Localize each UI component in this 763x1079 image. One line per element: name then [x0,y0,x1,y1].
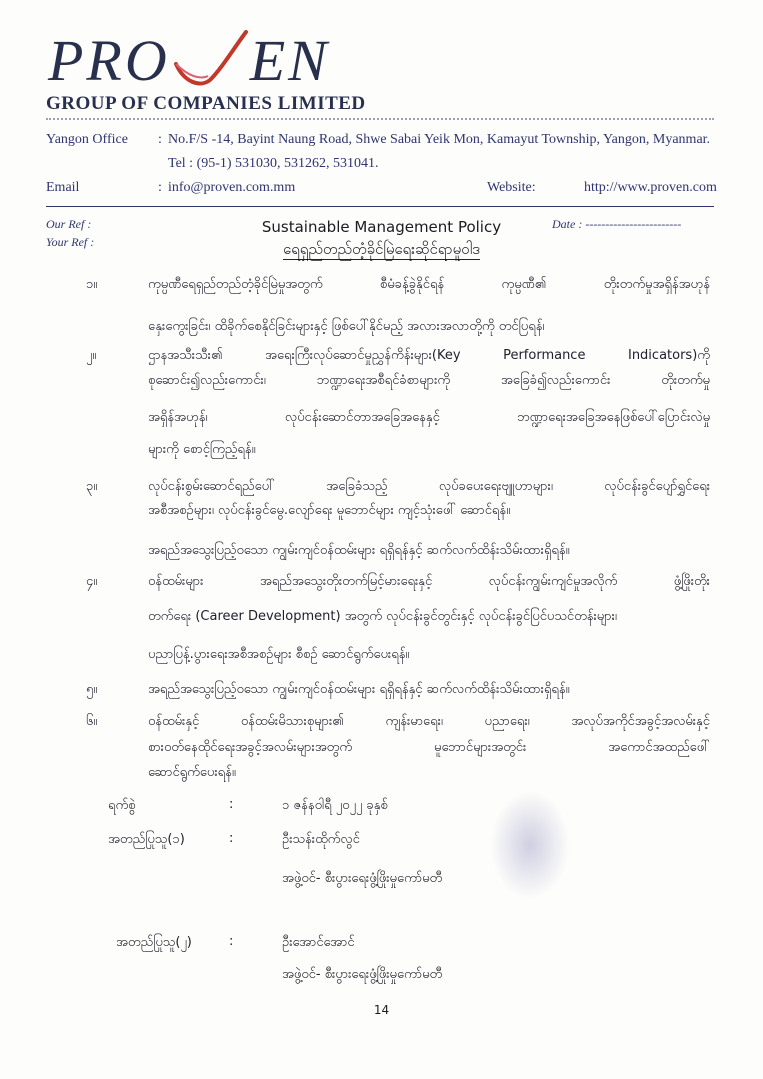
item-line: ဆောင်ရွက်ပေးရန်။ [148,765,236,780]
item-line: နှေးကွေးခြင်း၊ ထိခိုက်စေနိုင်ခြင်းများနှင့် ဖြစ်ပေါ်နိုင်မည့် အလားအလာတို့ကို တင်ပြရန်၊ [148,319,545,334]
policy-title-myanmar [0,240,763,262]
checkmark-logo-icon [170,30,250,90]
approval-date: ၁ ဇန်နဝါရီ ၂၀၂၂ ခုနှစ် [282,798,388,813]
approver2-name: ဦးအောင်အောင် [282,935,355,950]
your-ref: Your Ref : [46,235,95,249]
company-logo [48,28,330,93]
item-line: အရည်အသွေးပြည့်ဝသော ကျွမ်းကျင်ဝန်ထမ်းများ ရရှိရန်နှင့် ဆက်လက်ထိန်းသိမ်းထားရှိရန်။ [148,682,570,697]
date-colon: : [229,797,234,812]
item-number: ၁။ [86,277,98,292]
email-colon: : [158,180,162,195]
office-label: Yangon Office [46,132,128,147]
policy-title-myanmar-text: ရေရှည်တည်တံ့ခိုင်မြဲရေးဆိုင်ရာမူဝါဒ [282,240,480,258]
policy-title-english: Sustainable Management Policy [261,218,502,236]
approver2-colon: : [229,934,234,949]
item-line: ဝန်ထမ်းများ အရည်အသွေးတိုးတက်မြင့်မားရေးနှင့် လုပ်ငန်းကျွမ်းကျင်မှုအလိုက် ဖွံ့ဖြိုးတိုး [148,574,710,589]
item-line: အစီအစဉ်များ၊ လုပ်ငန်းခွင်မွေ.လျော်ရေး မူဘောင်များ ကျင့်သုံးဖေါ် ဆောင်ရန်။ [148,503,511,518]
email-address: info@proven.com.mm [168,180,296,195]
office-colon: : [158,132,162,147]
item-number: ၅။ [86,682,98,697]
header-rule [46,206,714,207]
signature-smudge [490,790,570,900]
item-line: လုပ်ငန်းစွမ်းဆောင်ရည်ပေါ် အခြေခံသည့် လုပ်ခပေးရေးဗျူဟာများ၊ လုပ်ငန်းခွင်ပျော်ရွှင်ရေး [148,479,710,494]
email-label: Email [46,180,80,195]
office-telephone: Tel : (95-1) 531030, 531262, 531041. [168,156,379,171]
company-group-name: GROUP OF COMPANIES LIMITED [46,93,366,114]
approver2-title: အဖွဲ့ဝင်- စီးပွားရေးဖွံ့ဖြိုးမှုကော်မတီ [282,967,443,982]
item-number: ၆။ [86,714,98,729]
approver1-colon: : [229,831,234,846]
logo-text-right: EN [249,28,330,93]
website-label: Website: [487,180,536,195]
date-label: ရက်စွဲ [108,798,136,813]
page-number: 14 [373,1003,390,1017]
item-line: ကုမ္ပဏီရေရှည်တည်တံ့ခိုင်မြဲမှုအတွက် စီမံခန့်ခွဲနိုင်ရန် ကုမ္ပဏီ၏ တိုးတက်မှုအရှိန်အဟုန် [148,277,710,292]
logo-text-left: PRO [48,28,170,93]
our-ref: Our Ref : [46,217,92,231]
item-line: တက်ရေး (Career Development) အတွက် လုပ်ငန်းခွင်တွင်းနှင့် လုပ်ငန်းခွင်ပြင်ပသင်တန်းများ၊ [148,609,617,624]
approver1-label: အတည်ပြုသူ(၁) [108,832,185,847]
item-line: ဌာနအသီးသီး၏ အရေးကြီးလုပ်ဆောင်မှုညွှန်ကိန်းများ(Key Performance Indicators)ကို [148,348,710,363]
item-line: အရှိန်အဟုန်၊ လုပ်ငန်းဆောင်တာအခြေအနေနှင့် ဘဏ္ဍာရေးအခြေအနေဖြစ်ပေါ်ပြောင်းလဲမှု [148,410,710,425]
item-number: ၄။ [86,574,98,589]
website-url: http://www.proven.com [584,180,717,195]
item-number: ၃။ [86,479,98,494]
item-line: စားဝတ်နေထိုင်ရေးအခွင့်အလမ်းများအတွက် မူဘောင်များအတွင်း အကောင်အထည်ဖေါ် [148,740,710,755]
date-field: Date : ------------------------ [552,217,682,231]
approver2-label: အတည်ပြုသူ(၂) [116,935,192,950]
item-line: စုဆောင်း၍လည်းကောင်း၊ ဘဏ္ဍာရေးအစီရင်ခံစာများကို အခြေခံ၍လည်းကောင်း တိုးတက်မှု [148,373,710,388]
item-line: ပညာပြန့်.ပွားရေးအစီအစဉ်များ စီစဉ် ဆောင်ရွက်ပေးရန်။ [148,647,410,662]
header-dotted-divider [46,118,714,120]
office-address: No.F/S -14, Bayint Naung Road, Shwe Sabai Yeik Mon, Kamayut Township, Yangon, Myanmar. [168,132,711,147]
item-line: များကို စောင့်ကြည့်ရန်။ [148,442,256,457]
item-line: အရည်အသွေးပြည့်ဝသော ကျွမ်းကျင်ဝန်ထမ်းများ ရရှိရန်နှင့် ဆက်လက်ထိန်းသိမ်းထားရှိရန်။ [148,543,570,558]
item-number: ၂။ [86,348,97,363]
approver1-name: ဦးသန်းထိုက်လွင် [282,832,360,847]
item-line: ဝန်ထမ်းနှင့် ဝန်ထမ်းမိသားစုများ၏ ကျန်းမာရေး၊ ပညာရေး၊ အလုပ်အကိုင်အခွင့်အလမ်းနှင့် [148,714,710,729]
approver1-title: အဖွဲ့ဝင်- စီးပွားရေးဖွံ့ဖြိုးမှုကော်မတီ [282,871,443,886]
